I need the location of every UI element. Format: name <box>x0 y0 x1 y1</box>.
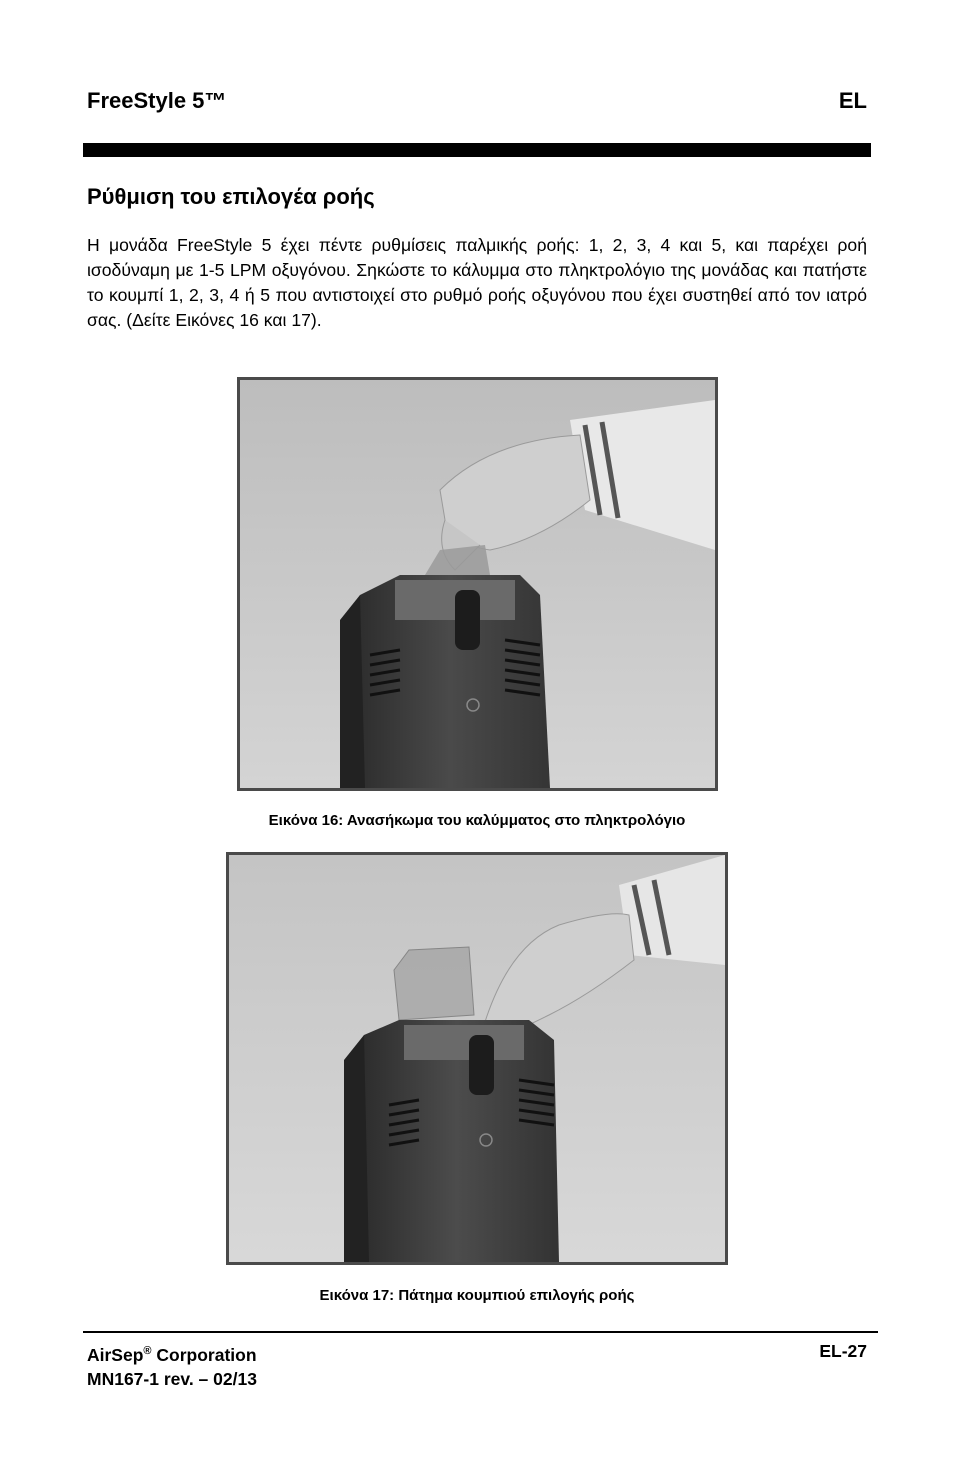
figure-16-caption: Εικόνα 16: Ανασήκωμα του καλύμματος στο πληκτρολόγιο <box>268 812 686 829</box>
footer-left-block <box>87 1339 257 1391</box>
header-product-title: FreeStyle 5™ <box>87 88 227 113</box>
section-heading: Ρύθμιση του επιλογέα ροής <box>87 184 375 209</box>
figure-16-photo <box>237 377 718 791</box>
section-paragraph: Η μονάδα FreeStyle 5 έχει πέντε ρυθμίσεις παλμικής ροής: 1, 2, 3, 4 και 5, και παρέχει ροή ισοδύναμη με 1-5 LPM οξυγόνου. Σηκώστε το κάλυμμα στο πληκτρολόγιο της μονάδας και πατήστε το κουμπί 1, 2, 3, 4 ή 5 που αντιστοιχεί στο ρυθμό ροής οξυγόνου που έχει συστηθεί από τον ιατρό σας. (Δείτε Εικόνες 16 και 17). <box>87 235 867 330</box>
footer-page-number: EL-27 <box>819 1341 867 1361</box>
registered-mark: ® <box>143 1345 152 1357</box>
company-name: AirSep <box>87 1344 144 1365</box>
figure-17-caption: Εικόνα 17: Πάτημα κουμπιού επιλογής ροής <box>319 1287 635 1304</box>
header-language-code: EL <box>838 88 867 113</box>
header-divider <box>83 143 871 157</box>
footer-document-revision: MN167-1 rev. – 02/13 <box>87 1368 257 1389</box>
page-header <box>87 88 867 118</box>
footer-divider <box>83 1331 878 1333</box>
figure-17-photo <box>226 852 728 1265</box>
footer-company <box>87 1339 257 1367</box>
company-suffix: Corporation <box>151 1344 257 1365</box>
